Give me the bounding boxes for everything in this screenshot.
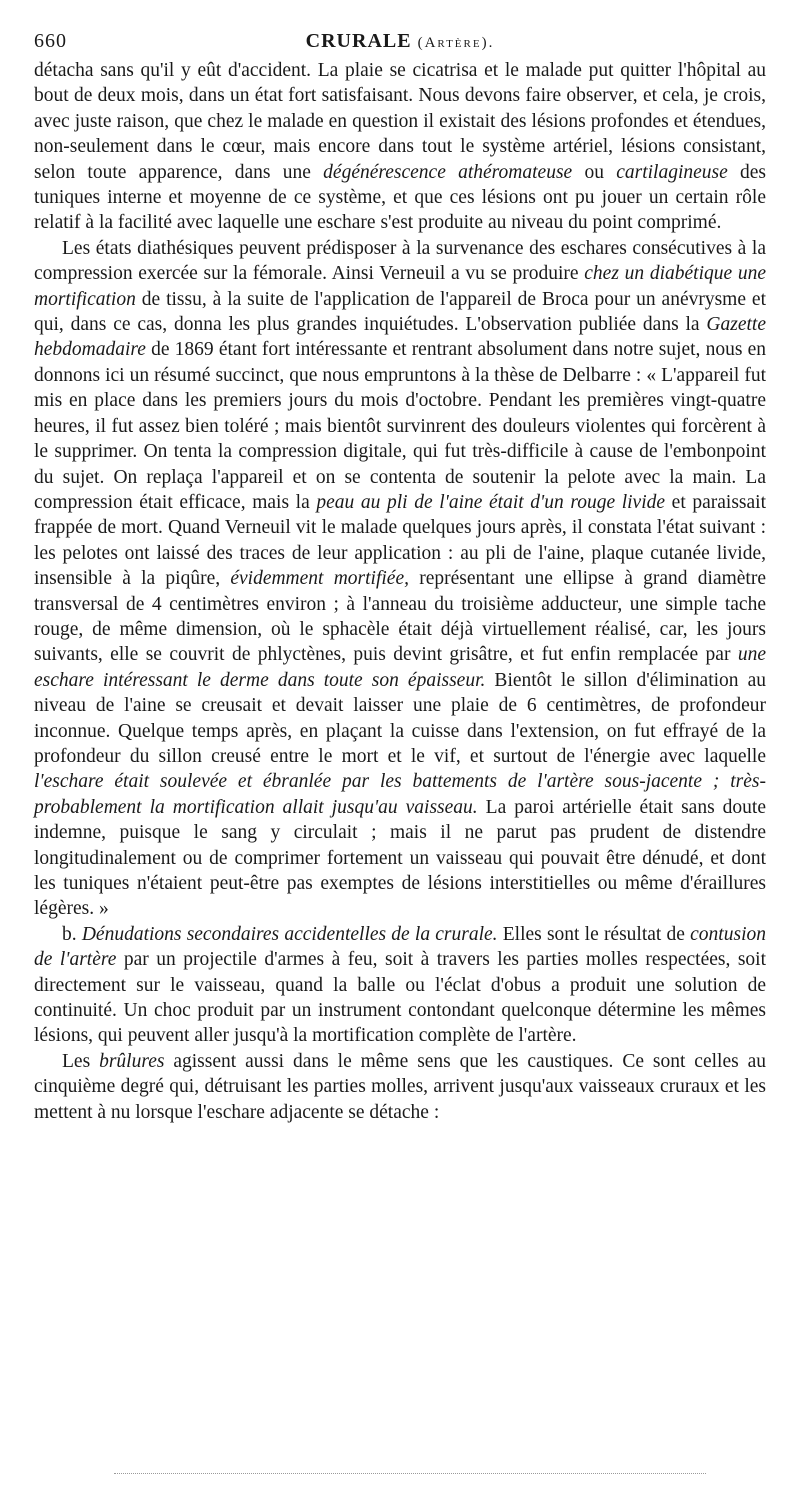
text-run: des tuniques interne et moyenne de ce système, et que ces lésions ont pu jouer un certain rôle relatif à la facilité avec laquelle une eschare s'est produite au niveau du point comprimé. bbox=[34, 161, 767, 234]
italic-text: Gazette hebdomadaire bbox=[34, 314, 766, 361]
text-run: de 1869 étant fort intéressante et rentrant absolument dans notre sujet, nous en donnons ici un résumé succinct, que nous empruntons à la thèse de Delbarre : « L'appareil fut mis en place dans les premiers jours du mois d'octobre. Pendant les premières vingt-quatre heures, il fut assez bien toléré ; mais bientôt survinrent des douleurs violentes qui forcèrent à le supprimer. On tenta la compression digitale, qui fut très-difficile à cause de l'embonpoint du sujet. On replaça l'appareil et on se contenta de soutenir la pelote avec la main. La compression était efficace, mais la bbox=[34, 339, 766, 513]
text-run: Les états diathésiques peuvent prédisposer à la survenance des eschares consécutives à la compression exercée sur la fémorale. Ainsi Verneuil a vu se produire bbox=[34, 237, 766, 285]
text-run: agissent aussi dans le même sens que les caustiques. Ce sont celles au cinquième degré qui, détruisant les parties molles, arrivent jusqu'aux vaisseaux cruraux et les mettent à nu lorsque l'eschare adjacente se détache : bbox=[34, 1050, 767, 1123]
italic-text: brûlures bbox=[99, 1050, 165, 1072]
text-run: de tissu, à la suite de l'application de l'appareil de Broca pour un anévrysme et qui, dans ce cas, donna les plus grandes inquiétudes. L'observation publiée dans la bbox=[34, 288, 766, 336]
paragraph bbox=[34, 1049, 766, 1125]
page-header bbox=[34, 22, 766, 58]
italic-text: une eschare intéressant le derme dans toute son épaisseur. bbox=[34, 644, 766, 691]
italic-text: évidemment mortifiée, bbox=[230, 568, 409, 590]
text-run: Elles sont le résultat de bbox=[497, 923, 691, 945]
italic-text: contusion de l'artère bbox=[34, 923, 766, 971]
text-run: ou bbox=[572, 161, 617, 183]
body-text bbox=[34, 58, 766, 1125]
text-run: par un projectile d'armes à feu, soit à travers les parties molles respectées, soit directement sur le vaisseau, quand la balle ou l'éclat d'obus a produit une solution de continuité. Un choc produit par un instrument contondant quelconque détermine les mêmes lésions, qui peuvent aller jusqu'à la mortification complète de l'artère. bbox=[34, 949, 766, 1047]
italic-text: cartilagineuse bbox=[616, 161, 728, 183]
text-run: Bientôt le sillon d'élimination au niveau de l'aine se creusait et devait laisser une plaie de 6 centimètres, de profondeur inconnue. Quelque temps après, en plaçant la cuisse dans l'extension, on fut effrayé de la profondeur du sillon creusé entre le mort et le vif, et surtout de l'énergie avec laquelle bbox=[34, 669, 766, 767]
text-run: Les bbox=[62, 1050, 100, 1072]
italic-text: dégénérescence athéromateuse bbox=[323, 161, 573, 183]
text-run: représentant une ellipse à grand diamètre transversal de 4 centimètres environ ; à l'anneau du troisième adducteur, une simple tache rouge, de même dimension, où le sphacèle était déjà virtuellement réalisé, car, les jours suivants, elle se couvrit de phlyctènes, puis devint grisâtre, et fut enfin remplacée par bbox=[34, 568, 766, 666]
italic-text: Dénudations secondaires accidentelles de la crurale. bbox=[81, 923, 498, 945]
text-run: La paroi artérielle était sans doute indemne, puisque le sang y circulait ; mais il ne parut pas prudent de distendre longitudinalement ou de comprimer fortement un vaisseau qui pouvait être dénudé, et dont les tuniques n'étaient peut-être pas exemptes de lésions interstitielles ou même d'éraillures légères. » bbox=[34, 796, 766, 920]
running-title-main: CRURALE bbox=[305, 30, 412, 52]
text-run: b. bbox=[62, 923, 82, 945]
italic-text: peau au pli de l'aine était d'un rouge livide bbox=[316, 491, 666, 513]
italic-text: chez un diabétique une mortification bbox=[34, 263, 766, 310]
running-title bbox=[34, 30, 766, 53]
text-run: détacha sans qu'il y eût d'accident. La plaie se cicatrisa et le malade put quitter l'hôpital au bout de deux mois, dans un état fort satisfaisant. Nous devons faire observer, et cela, je crois, avec juste raison, que chez le malade en question il existait des lésions profondes et étendues, non-seulement dans le cœur, mais encore dans tout le système artériel, lésions consistant, selon toute apparence, dans une bbox=[34, 60, 766, 183]
text-run: et paraissait frappée de mort. Quand Verneuil vit le malade quelques jours après, il constata l'état suivant : les pelotes ont laissé des traces de leur application : au pli de l'aine, plaque cutanée livide, insensible à la piqûre, bbox=[34, 491, 767, 590]
italic-text: l'eschare était soulevée et ébranlée par les battements de l'artère sous-jacente ; très-probablement la mortification allait jusqu'au vaisseau. bbox=[34, 771, 766, 818]
bottom-dotted-rule bbox=[114, 1473, 706, 1474]
page-number: 660 bbox=[34, 30, 67, 52]
running-title-paren: (Artère). bbox=[417, 35, 495, 51]
paragraph bbox=[34, 236, 766, 922]
paragraph bbox=[34, 922, 766, 1049]
paragraph bbox=[34, 58, 766, 236]
document-page bbox=[34, 22, 766, 1482]
